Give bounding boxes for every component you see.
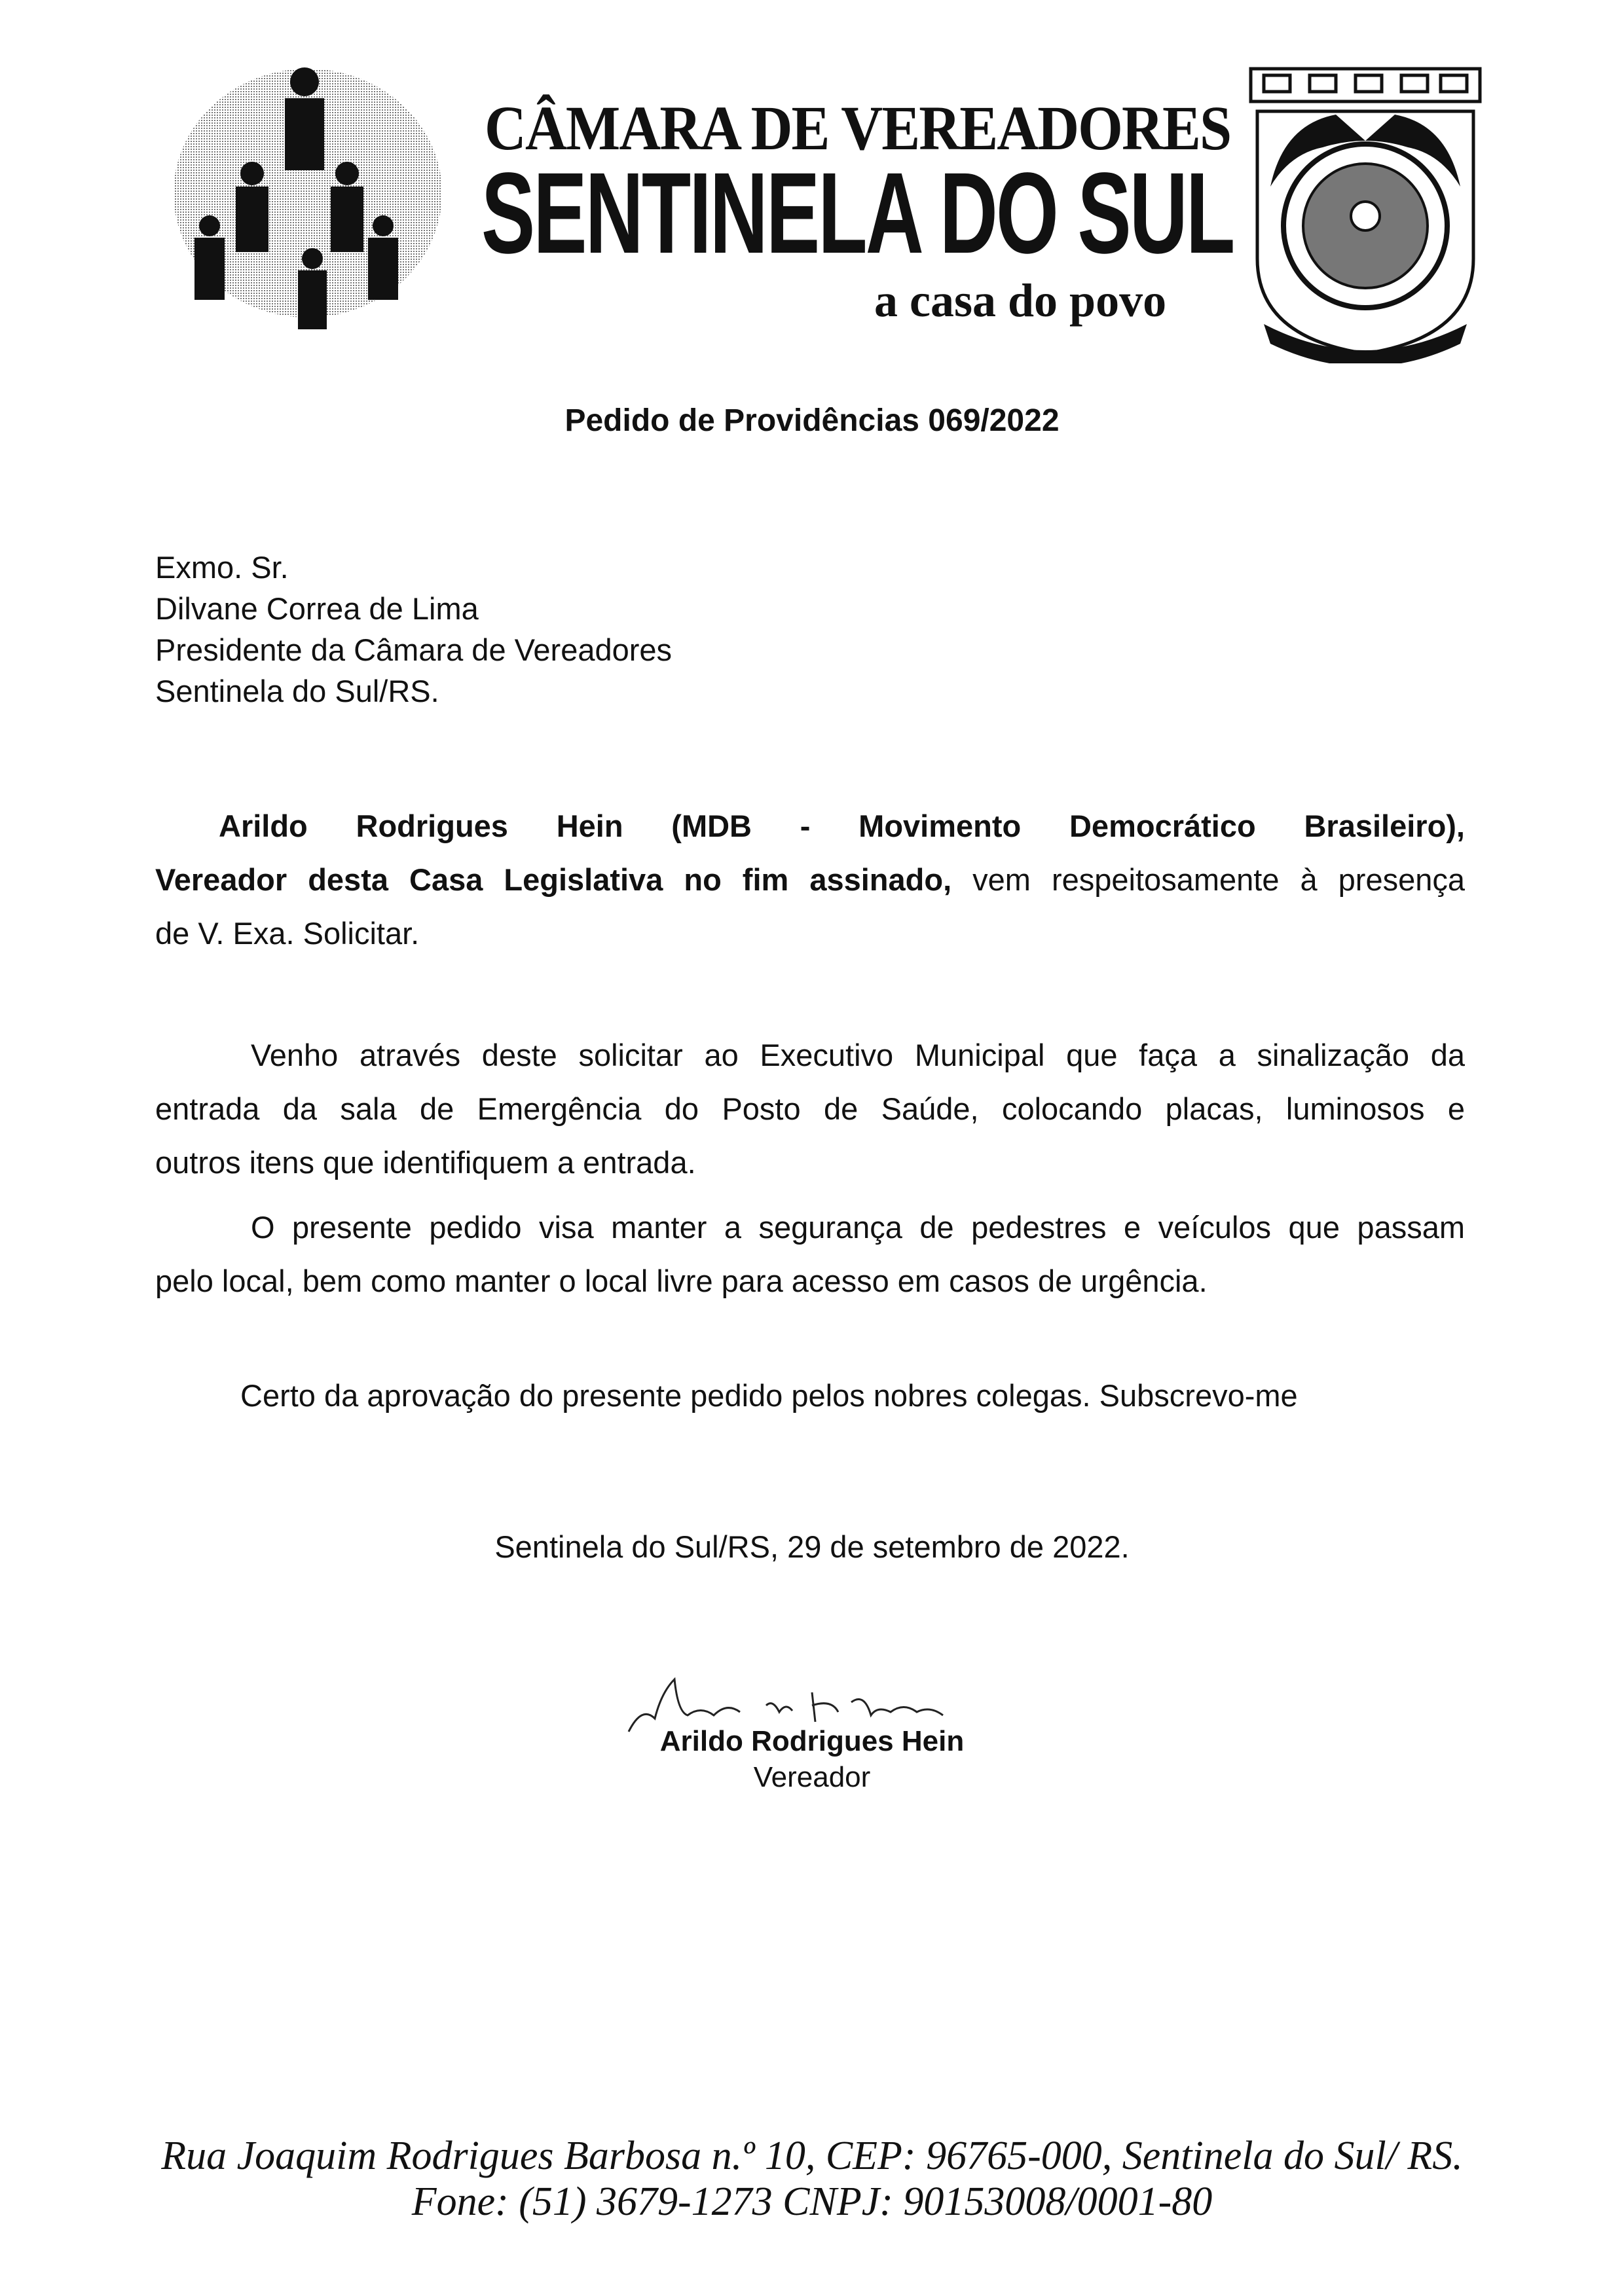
document-title: Pedido de Providências 069/2022 xyxy=(564,403,1060,438)
document-date: Sentinela do Sul/RS, 29 de setembro de 2022. xyxy=(494,1529,1130,1564)
intro-line: de V. Exa. Solicitar. xyxy=(155,916,420,951)
recipient-line: Sentinela do Sul/RS. xyxy=(155,674,439,708)
signer-name: Arildo Rodrigues Hein xyxy=(659,1725,965,1757)
paragraph-intro xyxy=(155,807,1465,968)
recipient-line: Presidente da Câmara de Vereadores xyxy=(155,632,673,667)
closing-line: Certo da aprovação do presente pedido pelos nobres colegas. Subscrevo-me xyxy=(240,1378,1298,1413)
request-line: entrada da sala de Emergência do Posto de Saúde, colocando placas, luminosos e xyxy=(155,1091,1465,1126)
author-party: Arildo Rodrigues Hein (MDB - Movimento Democrático Brasileiro), xyxy=(219,809,1465,843)
intro-line xyxy=(155,860,1465,914)
recipient-line: Exmo. Sr. xyxy=(155,550,289,585)
header-slogan: a casa do povo xyxy=(874,274,1167,327)
justification-line: pelo local, bem como manter o local livre para acesso em casos de urgência. xyxy=(155,1264,1208,1298)
paragraph-justification xyxy=(155,1208,1465,1315)
recipient-block xyxy=(155,547,672,712)
intro-line xyxy=(155,807,1465,860)
header-line2: SENTINELA DO SUL xyxy=(481,149,1234,278)
paragraph-request xyxy=(155,1036,1465,1197)
chamber-logo-icon xyxy=(167,62,449,331)
footer-contact: Fone: (51) 3679-1273 CNPJ: 90153008/0001-80 xyxy=(411,2179,1213,2224)
author-role: Vereador desta Casa Legislativa no fim assinado, xyxy=(155,862,952,897)
municipal-crest-icon xyxy=(1244,62,1486,363)
justification-line: O presente pedido visa manter a segurança de pedestres e veículos que passam xyxy=(251,1210,1465,1245)
intro-text: vem respeitosamente à presença xyxy=(951,862,1465,897)
recipient-line: Dilvane Correa de Lima xyxy=(155,591,479,626)
request-line: outros itens que identifiquem a entrada. xyxy=(155,1145,696,1180)
header-line1: CÂMARA DE VEREADORES xyxy=(485,93,1231,163)
signer-role: Vereador xyxy=(753,1761,871,1793)
paragraph-closing xyxy=(155,1376,1550,1430)
footer-address: Rua Joaquim Rodrigues Barbosa n.º 10, CEP: 96765-000, Sentinela do Sul/ RS. xyxy=(161,2134,1463,2178)
request-line: Venho através deste solicitar ao Executivo Municipal que faça a sinalização da xyxy=(251,1038,1465,1072)
